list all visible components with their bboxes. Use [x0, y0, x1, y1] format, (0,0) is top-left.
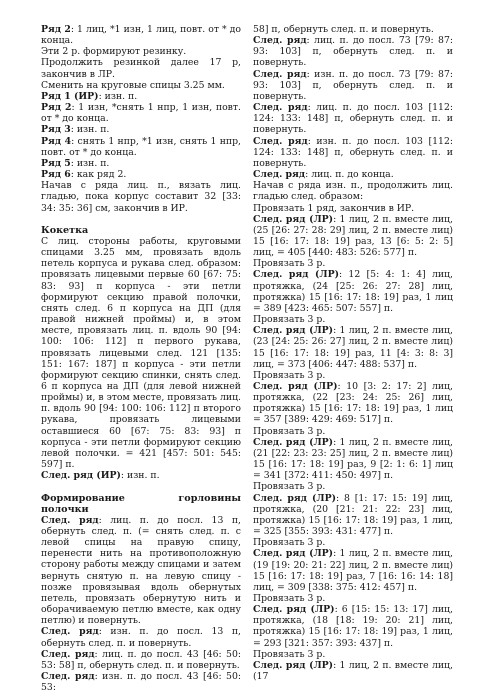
instruction-paragraph: [253, 426, 453, 437]
instruction-paragraph: [253, 269, 453, 314]
row-label: След. ряд: [253, 102, 308, 114]
instruction-text: : изн. п.: [98, 90, 138, 102]
instruction-text: Начав с ряда лиц. п., вязать лиц. гладью, пока корпус составит 32 [33: 34: 35: 36] см, закончив в ИР.: [41, 180, 241, 214]
row-label: След. ряд (ЛР): [253, 492, 337, 504]
row-label: След. ряд (ЛР): [253, 381, 338, 392]
instruction-paragraph: [41, 102, 241, 124]
instruction-text: : как ряд 2.: [70, 169, 127, 181]
row-label: След. ряд (ЛР): [253, 548, 334, 560]
instruction-text: : изн. п. до посл. 73 [79: 87: 93: 103] п, обернуть след. п. и повернуть.: [253, 68, 453, 102]
section-heading: Кокетка: [41, 224, 89, 236]
instruction-paragraph: [253, 136, 453, 169]
row-label: След. ряд (ИР): [41, 470, 121, 482]
instruction-paragraph: [253, 649, 453, 660]
instruction-paragraph: [41, 470, 241, 481]
instruction-text: : лиц. п. до посл. 73 [79: 87: 93: 103] п, обернуть след. п. и повернуть.: [253, 35, 454, 69]
instruction-text: : изн. п.: [70, 124, 110, 136]
row-label: След. ряд (ЛР): [253, 213, 334, 225]
row-label: След. ряд: [41, 648, 95, 660]
row-label: След. ряд: [253, 35, 307, 47]
instruction-paragraph: [253, 481, 453, 492]
instruction-paragraph: [253, 370, 453, 381]
row-label: Ряд 2: [41, 102, 72, 114]
instruction-paragraph: [41, 236, 241, 470]
instruction-paragraph: [253, 314, 453, 325]
instruction-text: Провязать 3 р.: [253, 369, 326, 381]
row-label: След. ряд (ЛР): [253, 659, 334, 671]
instruction-text: : 1 изн, *снять 1 нпр, 1 изн, повт. от * до конца.: [41, 102, 241, 125]
instruction-text: Провязать 3 р.: [253, 258, 326, 270]
row-label: Ряд 1 (ИР): [41, 90, 99, 102]
paragraph-spacer: [41, 481, 241, 492]
instruction-paragraph: [41, 626, 241, 648]
instruction-text: 58] п, обернуть след. п. и повернуть.: [253, 24, 434, 35]
instruction-paragraph: [253, 437, 453, 482]
instruction-paragraph: [253, 24, 453, 35]
instruction-paragraph: [41, 80, 241, 91]
instruction-text: Провязать 3 р.: [253, 425, 326, 437]
instruction-paragraph: [41, 515, 241, 627]
row-label: След. ряд (ЛР): [253, 604, 335, 616]
instruction-paragraph: [253, 258, 453, 269]
instruction-paragraph: [41, 46, 241, 57]
instruction-text: : 1 лиц, 2 п. вместе лиц, (21 [22: 23: 23: 25] лиц, 2 п. вместе лиц) 15 [16: 17: 18: 19] раз, 9 [2: 1: 6: 1] лиц = 341 [372: 411: 450: 497] п.: [253, 436, 453, 482]
instruction-text: : 1 лиц, *1 изн, 1 лиц, повт. от * до конца.: [41, 24, 242, 47]
instruction-paragraph: [253, 35, 453, 68]
instruction-paragraph: [41, 158, 241, 169]
instruction-text: : 8 [1: 17: 15: 19] лиц, протяжка, (20 [21: 21: 22: 23] лиц, протяжка) 15 [16: 17: 18: 19] раз, 1 лиц, = 325 [355: 393: 431: 477] п.: [253, 492, 453, 538]
instruction-text: : изн. п. до посл. 43 [46: 50: 53:: [41, 671, 241, 694]
instruction-text: Провязать 3 р.: [253, 592, 326, 604]
row-label: Ряд 2: [41, 24, 71, 35]
instruction-text: Провязать 3 р.: [253, 314, 326, 326]
instruction-paragraph: [41, 671, 241, 693]
instruction-paragraph: [253, 214, 453, 259]
row-label: Ряд 3: [41, 124, 71, 136]
instruction-paragraph: [253, 660, 453, 682]
instruction-text: : лиц. п. до конца.: [305, 169, 394, 181]
instruction-text: : снять 1 нпр, *1 изн, снять 1 нпр, повт. от * до конца.: [41, 135, 241, 158]
instruction-text: : 6 [15: 15: 13: 17] лиц, протяжка, (18 [18: 19: 20: 21] лиц, протяжка) 15 [16: 17: 18: 19] раз, 1 лиц, = 293 [321: 357: 393: 437] п.: [253, 604, 453, 649]
instruction-text: Начав с ряда изн. п., продолжить лиц. гладью след. образом:: [253, 180, 453, 203]
row-label: След. ряд (ЛР): [253, 325, 334, 337]
instruction-paragraph: [41, 91, 241, 102]
right-text-column: [253, 24, 453, 682]
row-label: Ряд 5: [41, 157, 71, 169]
row-label: Ряд 4: [41, 135, 72, 147]
instruction-paragraph: [253, 493, 453, 538]
paragraph-spacer: [41, 214, 241, 225]
instruction-paragraph: [253, 537, 453, 548]
instruction-paragraph: [253, 102, 453, 135]
instruction-paragraph: [253, 604, 453, 649]
instruction-paragraph: [253, 169, 453, 180]
instruction-text: : 10 [3: 2: 17: 2] лиц, протяжка, (22 [23: 24: 25: 26] лиц, протяжка) 15 [16: 17: 18: 19] раз, 1 лиц = 357 [389: 429: 469: 517] п.: [253, 381, 453, 426]
row-label: След. ряд (ЛР): [253, 436, 334, 448]
instruction-text: Эти 2 р. формируют резинку.: [41, 46, 187, 58]
instruction-text: : изн. п. до посл. 13 п, обернуть след. п. и повернуть.: [41, 626, 241, 649]
instruction-paragraph: [253, 180, 453, 202]
instruction-text: Провязать 3 р.: [253, 648, 326, 660]
instruction-text: : изн. п.: [120, 470, 160, 482]
left-text-column: [41, 24, 241, 693]
instruction-paragraph: [41, 136, 241, 158]
instruction-text: : лиц. п. до посл. 43 [46: 50: 53: 58] п, обернуть след. п. и повернуть.: [41, 648, 242, 671]
instruction-text: : 1 лиц, 2 п. вместе лиц, (19 [19: 20: 21: 22] лиц, 2 п. вместе лиц) 15 [16: 17: 18: 19] раз, 7 [16: 16: 14: 18] лиц, = 309 [338: 375: 412: 457] п.: [253, 548, 453, 593]
row-label: След. ряд: [253, 68, 307, 80]
instruction-text: Провязать 3 р.: [253, 537, 326, 549]
instruction-text: : 12 [5: 4: 1: 4] лиц, протяжка, (24 [25: 26: 27: 28] лиц, протяжка) 15 [16: 17: 18: 19] раз, 1 лиц = 389 [423: 465: 507: 557] п.: [253, 269, 453, 314]
row-label: След. ряд (ЛР): [253, 269, 339, 281]
instruction-paragraph: [41, 649, 241, 671]
instruction-paragraph: [41, 180, 241, 213]
instruction-paragraph: [41, 169, 241, 180]
instruction-text: Провязать 3 р.: [253, 481, 326, 493]
row-label: Ряд 6: [41, 169, 71, 181]
row-label: След. ряд: [41, 671, 95, 683]
row-label: След. ряд: [41, 626, 99, 638]
instruction-paragraph: [253, 593, 453, 604]
instruction-paragraph: [253, 381, 453, 426]
instruction-text: : изн. п. до посл. 103 [112: 124: 133: 148] п, обернуть след. п. и повернуть.: [253, 135, 453, 169]
instruction-paragraph: [41, 124, 241, 135]
instruction-paragraph: [41, 57, 241, 79]
instruction-text: Провязать 1 ряд, закончив в ИР.: [253, 202, 415, 214]
row-label: След. ряд: [253, 169, 306, 181]
instruction-text: : 1 лиц, 2 п. вместе лиц, (23 [24: 25: 26: 27] лиц, 2 п. вместе лиц) 15 [16: 17: 18: 19] раз, 11 [4: 3: 8: 3] лиц, = 373 [406: 447: 488: 537] п.: [253, 325, 453, 370]
section-heading: Формирование горловины полочки: [41, 492, 241, 515]
instruction-paragraph: [253, 325, 453, 370]
instruction-text: : лиц. п. до посл. 103 [112: 124: 133: 148] п, обернуть след. п. и повернуть.: [253, 102, 453, 136]
instruction-paragraph: [253, 203, 453, 214]
instruction-text: : изн. п.: [70, 157, 110, 169]
instruction-paragraph: [41, 24, 241, 46]
instruction-text: Продолжить резинкой далее 17 р, закончив в ЛР.: [41, 57, 241, 80]
row-label: След. ряд: [253, 135, 308, 147]
instruction-text: : 1 лиц, 2 п. вместе лиц, (25 [26: 27: 28: 29] лиц, 2 п. вместе лиц) 15 [16: 17: 18: 19] раз, 13 [6: 5: 2: 5] лиц, = 405 [440: 483: 526: 577] п.: [253, 213, 453, 259]
instruction-paragraph: [253, 548, 453, 593]
instruction-text: : 1 лиц, 2 п. вместе лиц, (17: [253, 659, 453, 683]
instruction-text: С лиц. стороны работы, круговыми спицами 3.25 мм, провязать вдоль петель корпуса и рукава след. образом: провязать лицевыми первые 60 [67: 75: 83: 93] п корпуса - эти петли формируют секцию правой полочки, снять след. 6 п корпуса на ДП (для правой нижней проймы) и, в этом месте, провязать лиц. п. вдоль 90 [94: 100: 106: 112] п первого рукава, провязать лицевыми след. 121 [135: 151: 167: 187] п корпуса - эти петли формируют секцию спинки, снять след. 6 п корпуса на ДП (для левой нижней проймы) и, в этом месте, провязать лиц. п. вдоль 90 [94: 100: 106: 112] п второго рукава, провязать лицевыми оставшиеся 60 [67: 75: 83: 93] п корпуса - эти петли формируют секцию левой полочки. = 421 [457: 501: 545: 597] п.: [41, 235, 241, 471]
row-label: След. ряд: [41, 514, 99, 526]
instruction-paragraph: [253, 69, 453, 102]
instruction-text: : лиц. п. до посл. 13 п, обернуть след. п. (= снять след. п. с левой спицы на правую спицу, перенести нить на противоположную сторону работы между спицами и затем вернуть снятую п. на левую спицу - позже провязывая вдоль обернутых петель, провязать обернутую нить и оборачиваемую петлю вместе, как одну петлю) и повернуть.: [41, 514, 242, 627]
instruction-text: Сменить на круговые спицы 3.25 мм.: [41, 79, 225, 91]
